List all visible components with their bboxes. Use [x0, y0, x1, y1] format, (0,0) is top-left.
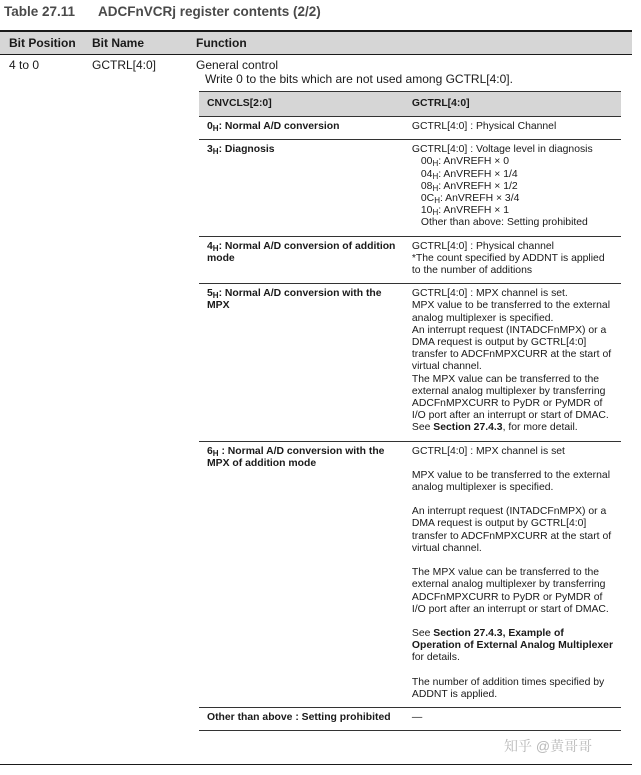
table-row — [199, 441, 621, 707]
inner-header-row — [199, 92, 621, 117]
cnvcls-cell: $0_H$: Normal A/D conversion — [199, 117, 404, 140]
cnvcls-cell: Other than above : Setting prohibited — [199, 707, 404, 730]
table-row — [199, 284, 621, 441]
header-bit-position: Bit Position — [9, 36, 76, 50]
cnvcls-cell: $6_H$ : Normal A/D conversion with the MPX of addition mode — [199, 441, 404, 707]
gctrl-cell: GCTRL[4:0] : Voltage level in diagnosis $00_H$: AnVREFH × 0 $04_H$: AnVREFH × 1/4 $08_H$: AnVREFH × 1/2 $0C_H$: AnVREFH × 3/4 $10_H$: AnVREFH × 1 Other than above: Setting prohibited — [404, 140, 621, 236]
inner-header-cnvcls: CNVCLS[2:0] — [199, 92, 404, 117]
gctrl-cell: GCTRL[4:0] : Physical Channel — [404, 117, 621, 140]
cnvcls-table — [199, 91, 621, 731]
header-bit-name: Bit Name — [92, 36, 145, 50]
watermark: 知乎 @黄哥哥 — [504, 738, 593, 754]
table-row — [199, 140, 621, 236]
gctrl-cell: GCTRL[4:0] : MPX channel is set MPX value to be transferred to the external analog multiplexer is specified. An interrupt request (INTADCFnMPX) or a DMA request is output by GCTRL[4:0] transfer to ADCFnMPXCURR at the start of virtual channel. The MPX value can be transferred to the external analog multiplexer by transferring ADCFnMPXCURR to PyDR or PyMDR of I/O port after an interrupt or start of DMAC. See Section 27.4.3, Example of Operation of External Analog Multiplexer for details. The number of addition times specified by ADDNT is applied. — [404, 441, 621, 707]
table-row — [199, 707, 621, 730]
gctrl-cell: GCTRL[4:0] : Physical channel *The count specified by ADDNT is applied to the number of additions — [404, 236, 621, 284]
gctrl-cell: GCTRL[4:0] : MPX channel is set. MPX value to be transferred to the external analog multiplexer is specified. An interrupt request (INTADCFnMPX) or a DMA request is output by GCTRL[4:0] transfer to ADCFnMPXCURR at the start of virtual channel. The MPX value can be transferred to the external analog multiplexer by transferring ADCFnMPXCURR to PyDR or PyMDR of I/O port after an interrupt or start of DMAC. See Section 27.4.3, for more detail. — [404, 284, 621, 441]
table-row — [199, 236, 621, 284]
table-caption — [4, 4, 321, 19]
function-title: General control — [196, 58, 279, 72]
table-row — [199, 117, 621, 140]
header-function: Function — [196, 36, 247, 50]
bit-name-value: GCTRL[4:0] — [92, 58, 157, 72]
table-bottom-rule — [0, 764, 632, 765]
table-title: ADCFnVCRj register contents (2/2) — [98, 4, 321, 19]
function-note: Write 0 to the bits which are not used among GCTRL[4:0]. — [205, 72, 513, 86]
outer-header-row — [0, 30, 632, 55]
gctrl-cell: — — [404, 707, 621, 730]
cnvcls-cell: $5_H$: Normal A/D conversion with the MPX — [199, 284, 404, 441]
cnvcls-cell: $4_H$: Normal A/D conversion of addition mode — [199, 236, 404, 284]
inner-header-gctrl: GCTRL[4:0] — [404, 92, 621, 117]
bit-position-value: 4 to 0 — [9, 58, 40, 72]
cnvcls-cell: $3_H$: Diagnosis — [199, 140, 404, 236]
table-number: Table 27.11 — [4, 4, 76, 19]
